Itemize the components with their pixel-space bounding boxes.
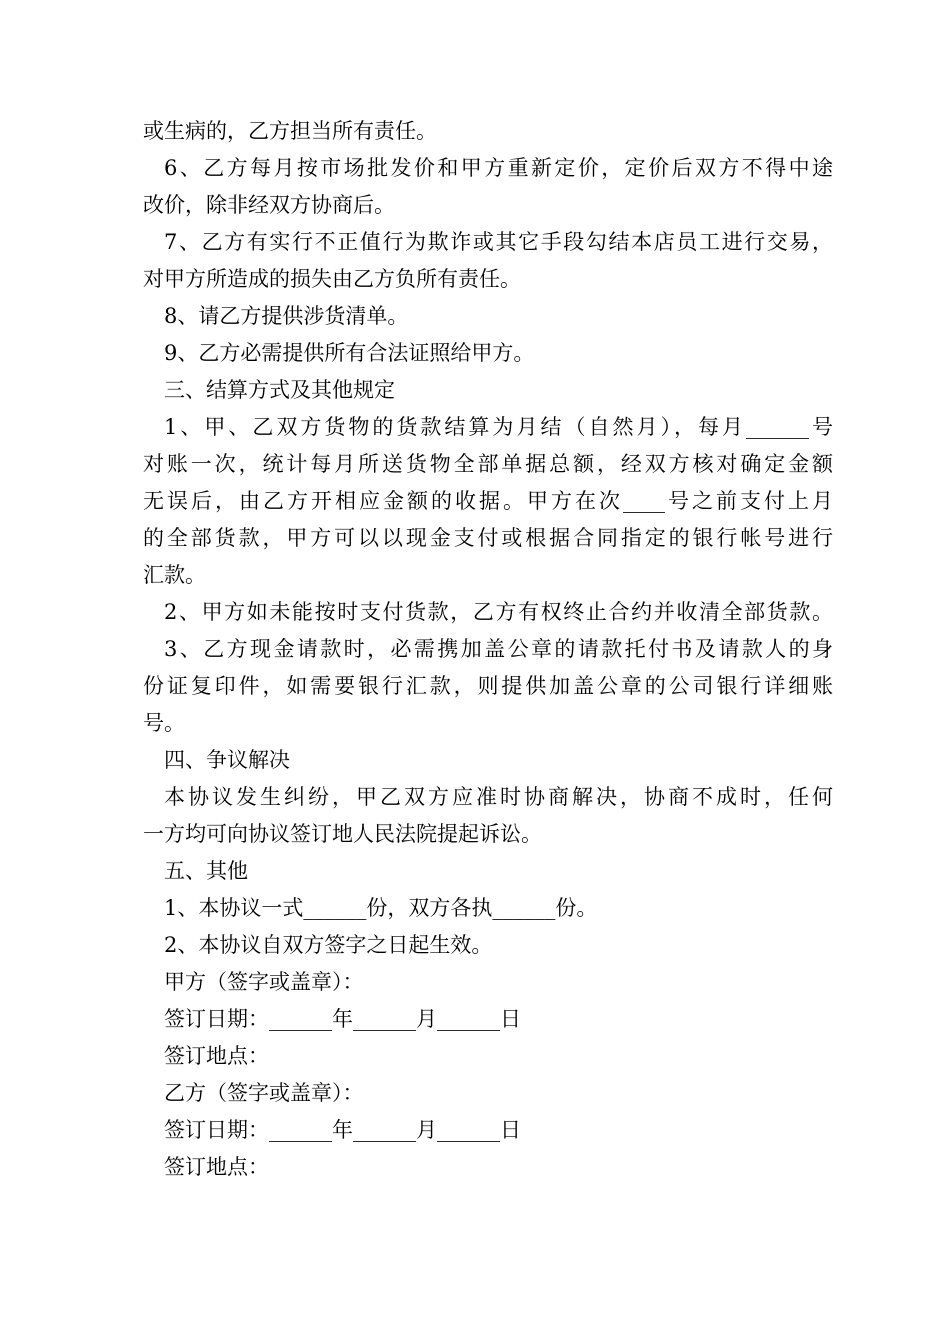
settlement-clause-1-line-5: 汇款。 xyxy=(143,563,206,587)
section-5-heading: 五、其他 xyxy=(164,859,248,883)
dispute-line-2: 一方均可向协议签订地人民法院提起诉讼。 xyxy=(143,822,542,846)
clause-9: 9、乙方必需提供所有合法证照给甲方。 xyxy=(164,341,535,365)
party-a-signature-label: 甲方（签字或盖章）： xyxy=(164,970,364,994)
clause-6-line-2: 改价，除非经双方协商后。 xyxy=(143,193,395,217)
settlement-clause-1-line-4: 的全部货款，甲方可以以现金支付或根据合同指定的银行帐号进行 xyxy=(143,526,833,550)
settlement-clause-3-line-3: 号。 xyxy=(143,711,185,735)
other-clause-2: 2、本协议自双方签字之日起生效。 xyxy=(164,933,493,957)
section-4-heading: 四、争议解决 xyxy=(164,748,290,772)
paragraph-line: 或生病的，乙方担当所有责任。 xyxy=(143,119,437,143)
party-b-signing-place: 签订地点： xyxy=(164,1155,269,1179)
party-a-signing-date: 签订日期：______年______月______日 xyxy=(164,1007,521,1031)
party-b-signing-date: 签订日期：______年______月______日 xyxy=(164,1118,521,1142)
settlement-clause-2: 2、甲方如未能按时支付货款，乙方有权终止合约并收清全部货款。 xyxy=(164,600,833,624)
settlement-clause-3-line-2: 份证复印件，如需要银行汇款，则提供加盖公章的公司银行详细账 xyxy=(143,674,833,698)
settlement-clause-3-line-1: 3、乙方现金请款时，必需携加盖公章的请款托付书及请款人的身 xyxy=(164,637,833,661)
clause-7-line-2: 对甲方所造成的损失由乙方负所有责任。 xyxy=(143,267,521,291)
settlement-clause-1-line-1: 1、甲、乙双方货物的货款结算为月结（自然月），每月______号 xyxy=(164,415,833,439)
dispute-line-1: 本协议发生纠纷，甲乙双方应准时协商解决，协商不成时，任何 xyxy=(164,785,833,809)
party-a-signing-place: 签订地点： xyxy=(164,1044,269,1068)
other-clause-1: 1、本协议一式______份，双方各执______份。 xyxy=(164,896,598,920)
agreement-text xyxy=(143,113,833,1186)
settlement-clause-1-line-3: 无误后，由乙方开相应金额的收据。甲方在次____号之前支付上月 xyxy=(143,489,833,513)
settlement-clause-1-line-2: 对账一次，统计每月所送货物全部单据总额，经双方核对确定金额 xyxy=(143,452,833,476)
clause-6-line-1: 6、乙方每月按市场批发价和甲方重新定价，定价后双方不得中途 xyxy=(164,156,833,180)
clause-8: 8、请乙方提供涉货清单。 xyxy=(164,304,409,328)
clause-7-line-1: 7、乙方有实行不正值行为欺诈或其它手段勾结本店员工进行交易， xyxy=(164,230,833,254)
section-3-heading: 三、结算方式及其他规定 xyxy=(164,378,395,402)
party-b-signature-label: 乙方（签字或盖章）： xyxy=(164,1081,364,1105)
